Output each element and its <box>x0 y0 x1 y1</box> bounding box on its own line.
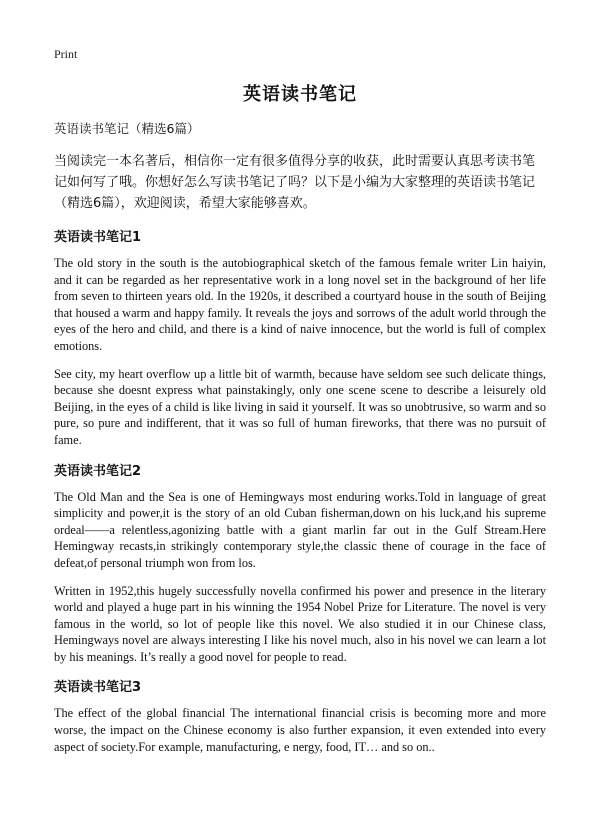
section-1 <box>54 226 546 449</box>
section-3 <box>54 676 546 755</box>
section-paragraph: The effect of the global financial The international financial crisis is becoming more and more worse, the impact on the Chinese economy is also further expansion, it even extended into every aspect of society.For example, manufacturing, e nergy, food, IT… and so on.. <box>54 706 546 754</box>
section-2 <box>54 460 546 666</box>
section-paragraph: The old story in the south is the autobiographical sketch of the famous female writer Lin haiyin, and it can be regarded as her representative work in a long novel set in the background of her life from seven to thirteen years old. In the 1920s, it described a courtyard house in the south of Beijing that housed a warm and happy family. It reveals the joys and sorrows of the adult world through the eyes of the hero and child, and there is a kind of naive innocence, but the world is full of complex emotions. <box>54 256 546 353</box>
section-heading: 英语读书笔记2 <box>54 463 142 479</box>
section-paragraph: The Old Man and the Sea is one of Hemingways most enduring works.Told in language of great simplicity and power,it is the story of an old Cuban fisherman,down on his luck,and his supreme ordeal——a relentless,agonizing battle with a giant marlin far out in the Gulf Stream.Here Hemingway recasts,in strikingly contemporary style,the classic thene of courage in the face of defeat,of personal triumph won from los. <box>54 489 546 570</box>
section-paragraph: See city, my heart overflow up a little bit of warmth, because have seldom see such delicate things, because she doesnt express what painstakingly, only one scene scene to describe a leisurely old Beijing, in the eyes of a child is like living in said it yourself. It was so unobtrusive, so warm and so pure, so pure and indifferent, that it was so full of human fireworks, that there was no pursuit of fame. <box>54 366 546 447</box>
document-subtitle: 英语读书笔记（精选6篇） <box>54 121 200 136</box>
section-heading: 英语读书笔记3 <box>54 680 142 696</box>
section-heading: 英语读书笔记1 <box>54 230 142 245</box>
intro-paragraph: 当阅读完一本名著后，相信你一定有很多值得分享的收获，此时需要认真思考读书笔记如何写了哦。你想好怎么写读书笔记了吗？以下是小编为大家整理的英语读书笔记（精选6篇），欢迎阅读，希望大家能够喜欢。 <box>54 154 536 211</box>
section-paragraph: Written in 1952,this hugely successfully novella confirmed his power and presence in the literary world and played a huge part in his winning the 1954 Nobel Prize for Literature. The novel is very famous in the world, so lot of people like this novel. We also studied it in our Chinese class, Hemingways novel are always interesting I like his novel much, also in his novel we can learn a lot by his meanings. It’s really a good novel for people to read. <box>54 583 546 664</box>
print-label: Print <box>54 47 78 61</box>
document-title: 英语读书笔记 <box>243 84 357 105</box>
document-body <box>54 119 546 766</box>
